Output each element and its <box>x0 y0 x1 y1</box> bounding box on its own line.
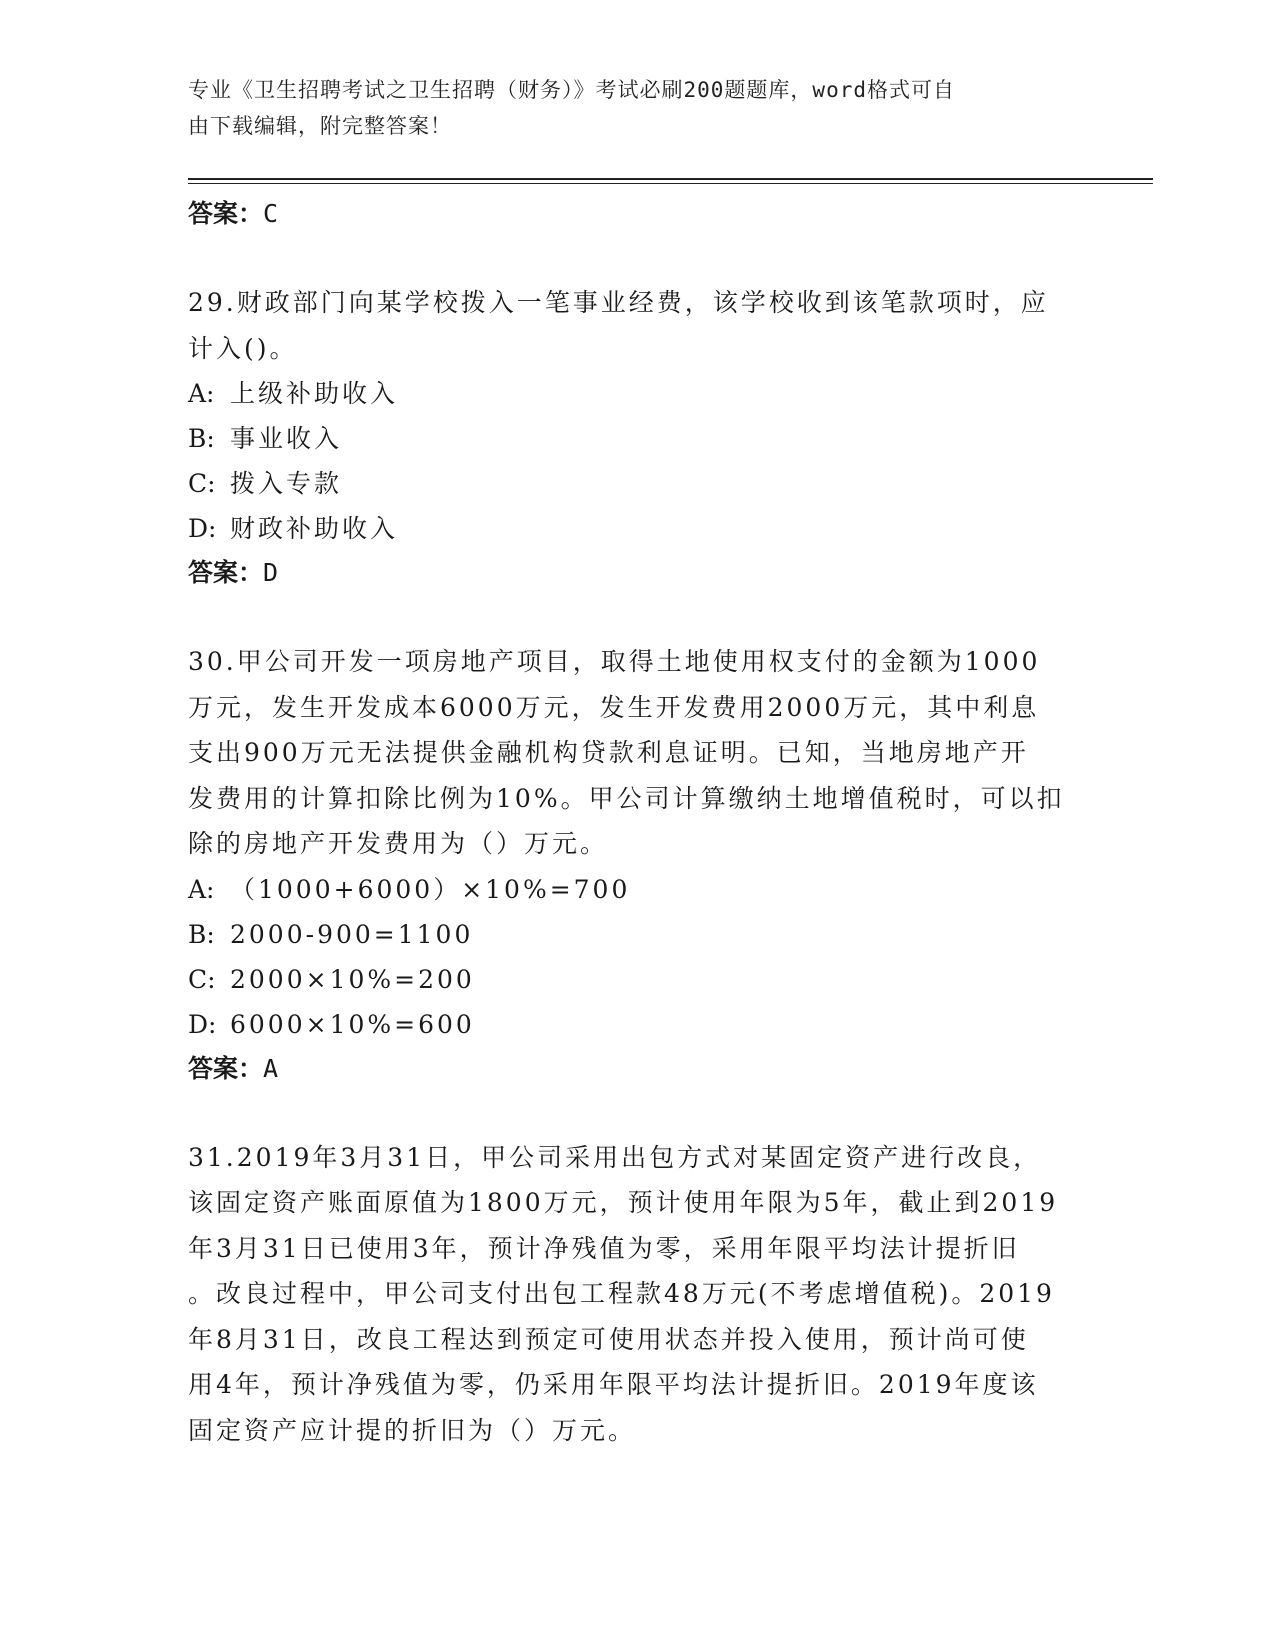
option-text: 事业收入 <box>230 424 343 453</box>
stem-line: 年3月31日已使用3年，预计净残值为零，采用年限平均法计提折旧 <box>188 1233 1020 1263</box>
option-key: C: <box>188 469 216 498</box>
stem-line: 支出900万元无法提供金融机构贷款利息证明。已知，当地房地产开 <box>188 738 1029 767</box>
header-rule-thin <box>188 183 1153 184</box>
option-b <box>188 912 1088 957</box>
option-a <box>188 371 1088 416</box>
option-key: B: <box>188 424 215 453</box>
option-c <box>188 957 1088 1002</box>
answer-label: 答案： <box>188 558 264 587</box>
option-text: （1000+6000）×10%=700 <box>230 874 631 904</box>
header-line-2: 由下载编辑，附完整答案！ <box>188 114 452 138</box>
answer-value: D <box>263 558 279 587</box>
option-text: 财政补助收入 <box>230 514 399 543</box>
header-rule-thick <box>188 178 1153 180</box>
question-stem <box>188 280 1088 371</box>
question-31 <box>188 1135 1088 1454</box>
option-c <box>188 461 1088 506</box>
stem-line: 30.甲公司开发一项房地产项目，取得土地使用权支付的金额为1000 <box>188 647 1041 676</box>
answer-label: 答案： <box>188 199 264 228</box>
option-d <box>188 506 1088 551</box>
answer-label: 答案： <box>188 1053 264 1083</box>
stem-line: 发费用的计算扣除比例为10%。甲公司计算缴纳土地增值税时，可以扣 <box>188 783 1065 813</box>
stem-line: 用4年，预计净残值为零，仍采用年限平均法计提折旧。2019年度该 <box>188 1370 1039 1399</box>
document-body <box>188 192 1088 1453</box>
answer-line <box>188 192 1088 236</box>
answer-value: A <box>263 1053 279 1083</box>
option-text: 2000-900=1100 <box>230 919 474 949</box>
option-key: D: <box>188 514 217 543</box>
answer-line <box>188 1047 1088 1091</box>
option-text: 6000×10%=600 <box>230 1009 475 1039</box>
option-d <box>188 1002 1088 1047</box>
option-key: C: <box>188 964 216 994</box>
page-header <box>188 72 1088 144</box>
option-a <box>188 867 1088 912</box>
option-key: D: <box>188 1009 217 1039</box>
option-b <box>188 416 1088 461</box>
option-text: 上级补助收入 <box>230 379 399 408</box>
stem-line: 31.2019年3月31日，甲公司采用出包方式对某固定资产进行改良， <box>188 1142 1042 1172</box>
option-key: A: <box>188 874 215 904</box>
question-stem <box>188 1135 1088 1454</box>
stem-line: 计入()。 <box>188 333 298 363</box>
option-key: A: <box>188 379 215 408</box>
question-30 <box>188 639 1088 1091</box>
stem-line: 固定资产应计提的折旧为（）万元。 <box>188 1415 637 1445</box>
stem-line: 除的房地产开发费用为（）万元。 <box>188 829 609 858</box>
option-text: 拨入专款 <box>230 469 343 498</box>
question-29 <box>188 280 1088 595</box>
question-stem <box>188 639 1088 867</box>
header-line-1: 专业《卫生招聘考试之卫生招聘（财务）》考试必刷200题题库，word格式可自 <box>188 78 955 102</box>
option-text: 2000×10%=200 <box>230 964 475 994</box>
stem-line: 。改良过程中，甲公司支付出包工程款48万元(不考虑增值税)。2019 <box>188 1279 1055 1308</box>
stem-line: 年8月31日，改良工程达到预定可使用状态并投入使用，预计尚可使 <box>188 1324 1029 1354</box>
answer-line <box>188 551 1088 595</box>
stem-line: 该固定资产账面原值为1800万元，预计使用年限为5年，截止到2019 <box>188 1188 1059 1217</box>
stem-line: 29.财政部门向某学校拨入一笔事业经费，该学校收到该笔款项时，应 <box>188 288 1049 317</box>
option-key: B: <box>188 919 215 949</box>
stem-line: 万元，发生开发成本6000万元，发生开发费用2000万元，其中利息 <box>188 692 1040 722</box>
answer-value: C <box>263 199 279 228</box>
